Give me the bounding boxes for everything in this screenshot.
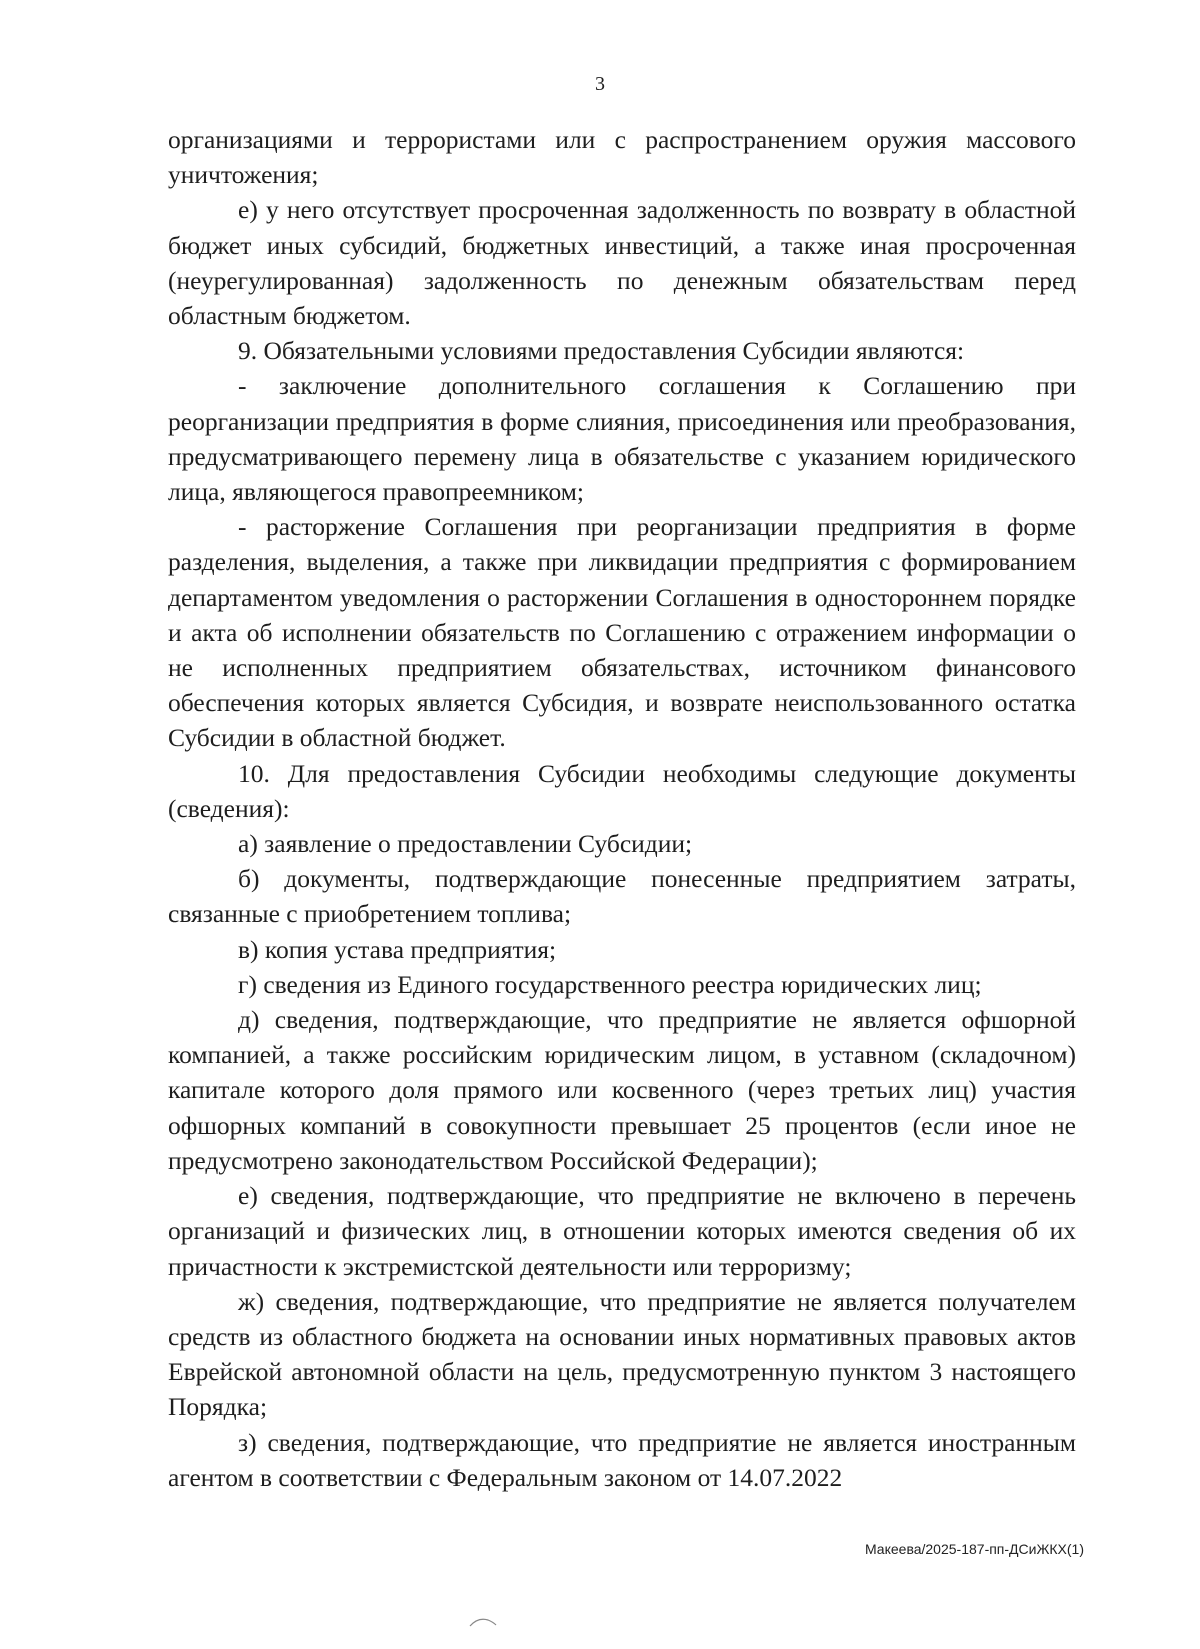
paragraph-condition-termination: - расторжение Соглашения при реорганизации предприятия в форме разделения, выделения, а также при ликвидации предприятия с формированием департаментом уведомления о расторжении Соглашения в одностороннем порядке и акта об исполнении обязательств по Соглашению с отражением информации о не исполненных предприятием обязательствах, источником финансового обеспечения которых является Субсидия, и возврате неиспользованного остатка Субсидии в областной бюджет. [168, 512, 1076, 753]
document-body [168, 122, 1076, 1495]
paragraph-item-g: г) сведения из Единого государственного реестра юридических лиц; [238, 969, 982, 999]
paragraph-item-b: б) документы, подтверждающие понесенные предприятием затраты, связанные с приобретением топлива; [168, 864, 1076, 929]
scan-mark-icon [468, 1615, 498, 1629]
paragraph-item-v: в) копия устава предприятия; [238, 934, 557, 964]
paragraph-item-e: е) сведения, подтверждающие, что предприятие не включено в перечень организаций и физических лиц, в отношении которых имеются сведения об их причастности к экстремистской деятельности или терроризму; [168, 1181, 1076, 1281]
paragraph-item-a: а) заявление о предоставлении Субсидии; [238, 829, 693, 859]
paragraph-item-zh: ж) сведения, подтверждающие, что предприятие не является получателем средств из областного бюджета на основании иных нормативных правовых актов Еврейской автономной области на цель, предусмотренную пунктом 3 настоящего Порядка; [168, 1286, 1076, 1422]
paragraph-item-d: д) сведения, подтверждающие, что предприятие не является офшорной компанией, а также российским юридическим лицом, в уставном (складочном) капитале которого доля прямого или косвенного (через третьих лиц) участия офшорных компаний в совокупности превышает 25 процентов (если иное не предусмотрено законодательством Российской Федерации); [168, 1005, 1076, 1175]
paragraph-continuation: организациями и террористами или с распространением оружия массового уничтожения; [168, 125, 1076, 190]
paragraph-section-9-heading: 9. Обязательными условиями предоставления Субсидии являются: [238, 336, 965, 366]
document-footer-code: Макеева/2025-187-пп-ДСиЖКХ(1) [864, 1541, 1084, 1557]
paragraph-item-z: з) сведения, подтверждающие, что предприятие не является иностранным агентом в соответствии с Федеральным законом от 14.07.2022 [168, 1427, 1076, 1492]
paragraph-condition-additional-agreement: - заключение дополнительного соглашения к Соглашению при реорганизации предприятия в форме слияния, присоединения или преобразования, предусматривающего перемену лица в обязательстве с указанием юридического лица, являющегося правопреемником; [168, 371, 1076, 507]
page-number: 3 [595, 73, 605, 95]
paragraph-item-e-debt: е) у него отсутствует просроченная задолженность по возврату в областной бюджет иных субсидий, бюджетных инвестиций, а также иная просроченная (неурегулированная) задолженность по денежным обязательствам перед областным бюджетом. [168, 195, 1076, 331]
paragraph-section-10-heading: 10. Для предоставления Субсидии необходимы следующие документы (сведения): [168, 758, 1076, 823]
